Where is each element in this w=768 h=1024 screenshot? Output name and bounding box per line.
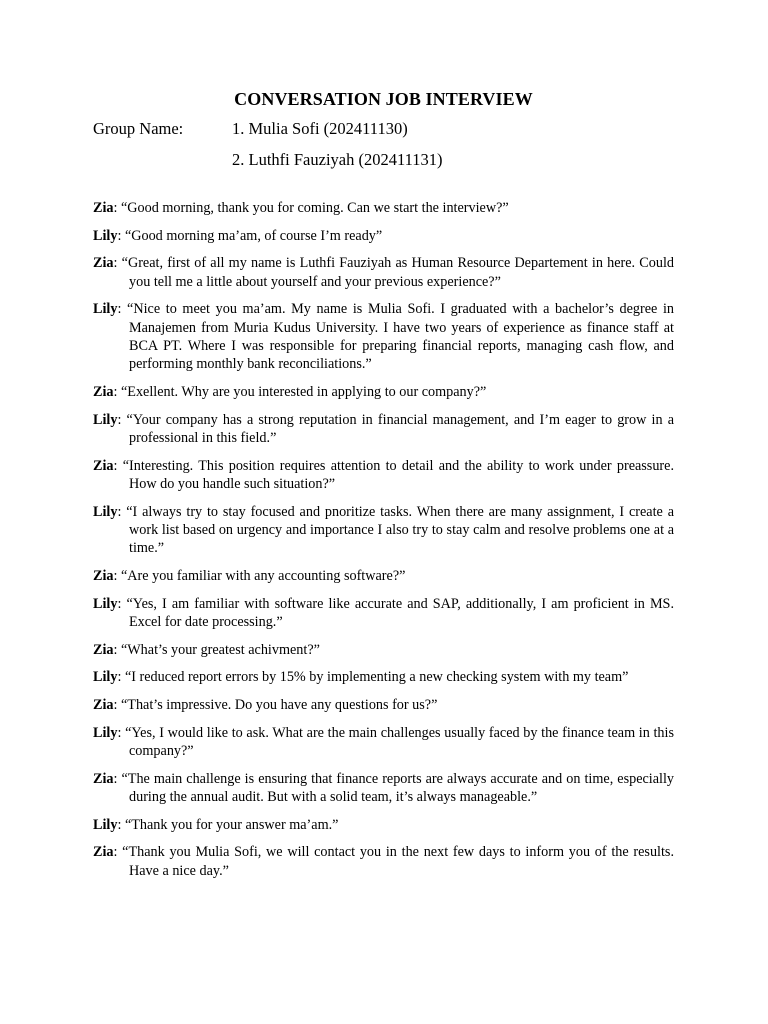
dialogue-line bbox=[93, 816, 674, 834]
dialogue-line bbox=[93, 227, 674, 245]
dialogue-line bbox=[93, 503, 674, 558]
dialogue-text: : “Your company has a strong reputation in financial management, and I’m eager to grow in a professional in this field.” bbox=[117, 411, 674, 446]
speaker-name: Zia bbox=[93, 255, 114, 272]
group-info bbox=[93, 118, 674, 180]
speaker-name: Zia bbox=[93, 696, 114, 713]
dialogue-line bbox=[93, 254, 674, 291]
dialogue-text: : “I reduced report errors by 15% by implementing a new checking system with my team” bbox=[117, 669, 629, 686]
dialogue-text: : “What’s your greatest achivment?” bbox=[113, 641, 320, 658]
dialogue-text: : “Great, first of all my name is Luthfi Fauziyah as Human Resource Departement in here. Could you tell me a little about yourself and your previous experience?” bbox=[113, 255, 674, 290]
dialogue bbox=[93, 199, 674, 880]
group-label: Group Name: bbox=[93, 119, 184, 138]
dialogue-line bbox=[93, 199, 674, 217]
dialogue-line bbox=[93, 843, 674, 880]
speaker-name: Lily bbox=[93, 411, 118, 428]
dialogue-line bbox=[93, 770, 674, 807]
dialogue-text: : “Good morning, thank you for coming. Can we start the interview?” bbox=[113, 200, 509, 216]
dialogue-text: : “I always try to stay focused and pnoritize tasks. When there are many assignment, I create a work list based on urgency and importance I also try to stay calm and resolve problems one at a time.” bbox=[117, 503, 674, 557]
speaker-name: Lily bbox=[93, 503, 118, 520]
speaker-name: Lily bbox=[93, 816, 118, 833]
dialogue-line bbox=[93, 567, 674, 585]
dialogue-text: : “Yes, I would like to ask. What are the main challenges usually faced by the finance team in this company?” bbox=[117, 724, 674, 759]
dialogue-line bbox=[93, 668, 674, 686]
dialogue-line bbox=[93, 457, 674, 494]
dialogue-line bbox=[93, 724, 674, 761]
dialogue-text: : “Are you familiar with any accounting software?” bbox=[113, 567, 406, 584]
speaker-name: Zia bbox=[93, 567, 114, 584]
dialogue-line bbox=[93, 696, 674, 714]
member-2: 2. Luthfi Fauziyah (202411131) bbox=[232, 150, 443, 169]
dialogue-line bbox=[93, 595, 674, 632]
speaker-name: Zia bbox=[93, 844, 114, 861]
dialogue-text: : “Good morning ma’am, of course I’m ready” bbox=[117, 227, 383, 244]
dialogue-line bbox=[93, 641, 674, 659]
dialogue-text: : “Yes, I am familiar with software like accurate and SAP, additionally, I am proficient in MS. Excel for date processing.” bbox=[117, 595, 674, 630]
dialogue-text: : “The main challenge is ensuring that finance reports are always accurate and on time, especially during the annual audit. But with a solid team, it’s always manageable.” bbox=[113, 770, 674, 805]
speaker-name: Lily bbox=[93, 301, 118, 318]
dialogue-line bbox=[93, 411, 674, 448]
dialogue-text: : “Thank you Mulia Sofi, we will contact you in the next few days to inform you of the results. Have a nice day.” bbox=[113, 844, 674, 879]
speaker-name: Zia bbox=[93, 770, 114, 787]
dialogue-line bbox=[93, 300, 674, 373]
dialogue-text: : “Nice to meet you ma’am. My name is Mulia Sofi. I graduated with a bachelor’s degree in Manajemen from Muria Kudus University. I have two years of experience as finance staff at BCA PT. Where I was responsible for preparing financial reports, managing cash flow, and performing monthly bank reconciliations.” bbox=[117, 301, 674, 373]
group-members bbox=[232, 118, 674, 180]
document-title: CONVERSATION JOB INTERVIEW bbox=[234, 89, 533, 109]
dialogue-text: : “That’s impressive. Do you have any questions for us?” bbox=[113, 696, 438, 713]
dialogue-text: : “Thank you for your answer ma’am.” bbox=[117, 816, 339, 833]
dialogue-text: : “Exellent. Why are you interested in applying to our company?” bbox=[113, 383, 487, 400]
speaker-name: Zia bbox=[93, 641, 114, 658]
dialogue-text: : “Interesting. This position requires attention to detail and the ability to work under preassure. How do you handle such situation?” bbox=[113, 457, 674, 492]
speaker-name: Zia bbox=[93, 200, 114, 216]
member-1: 1. Mulia Sofi (202411130) bbox=[232, 119, 408, 138]
document-page bbox=[93, 88, 674, 889]
dialogue-line bbox=[93, 383, 674, 401]
speaker-name: Zia bbox=[93, 383, 114, 400]
speaker-name: Lily bbox=[93, 227, 118, 244]
speaker-name: Lily bbox=[93, 669, 118, 686]
speaker-name: Lily bbox=[93, 724, 118, 741]
speaker-name: Lily bbox=[93, 595, 118, 612]
speaker-name: Zia bbox=[93, 457, 114, 474]
